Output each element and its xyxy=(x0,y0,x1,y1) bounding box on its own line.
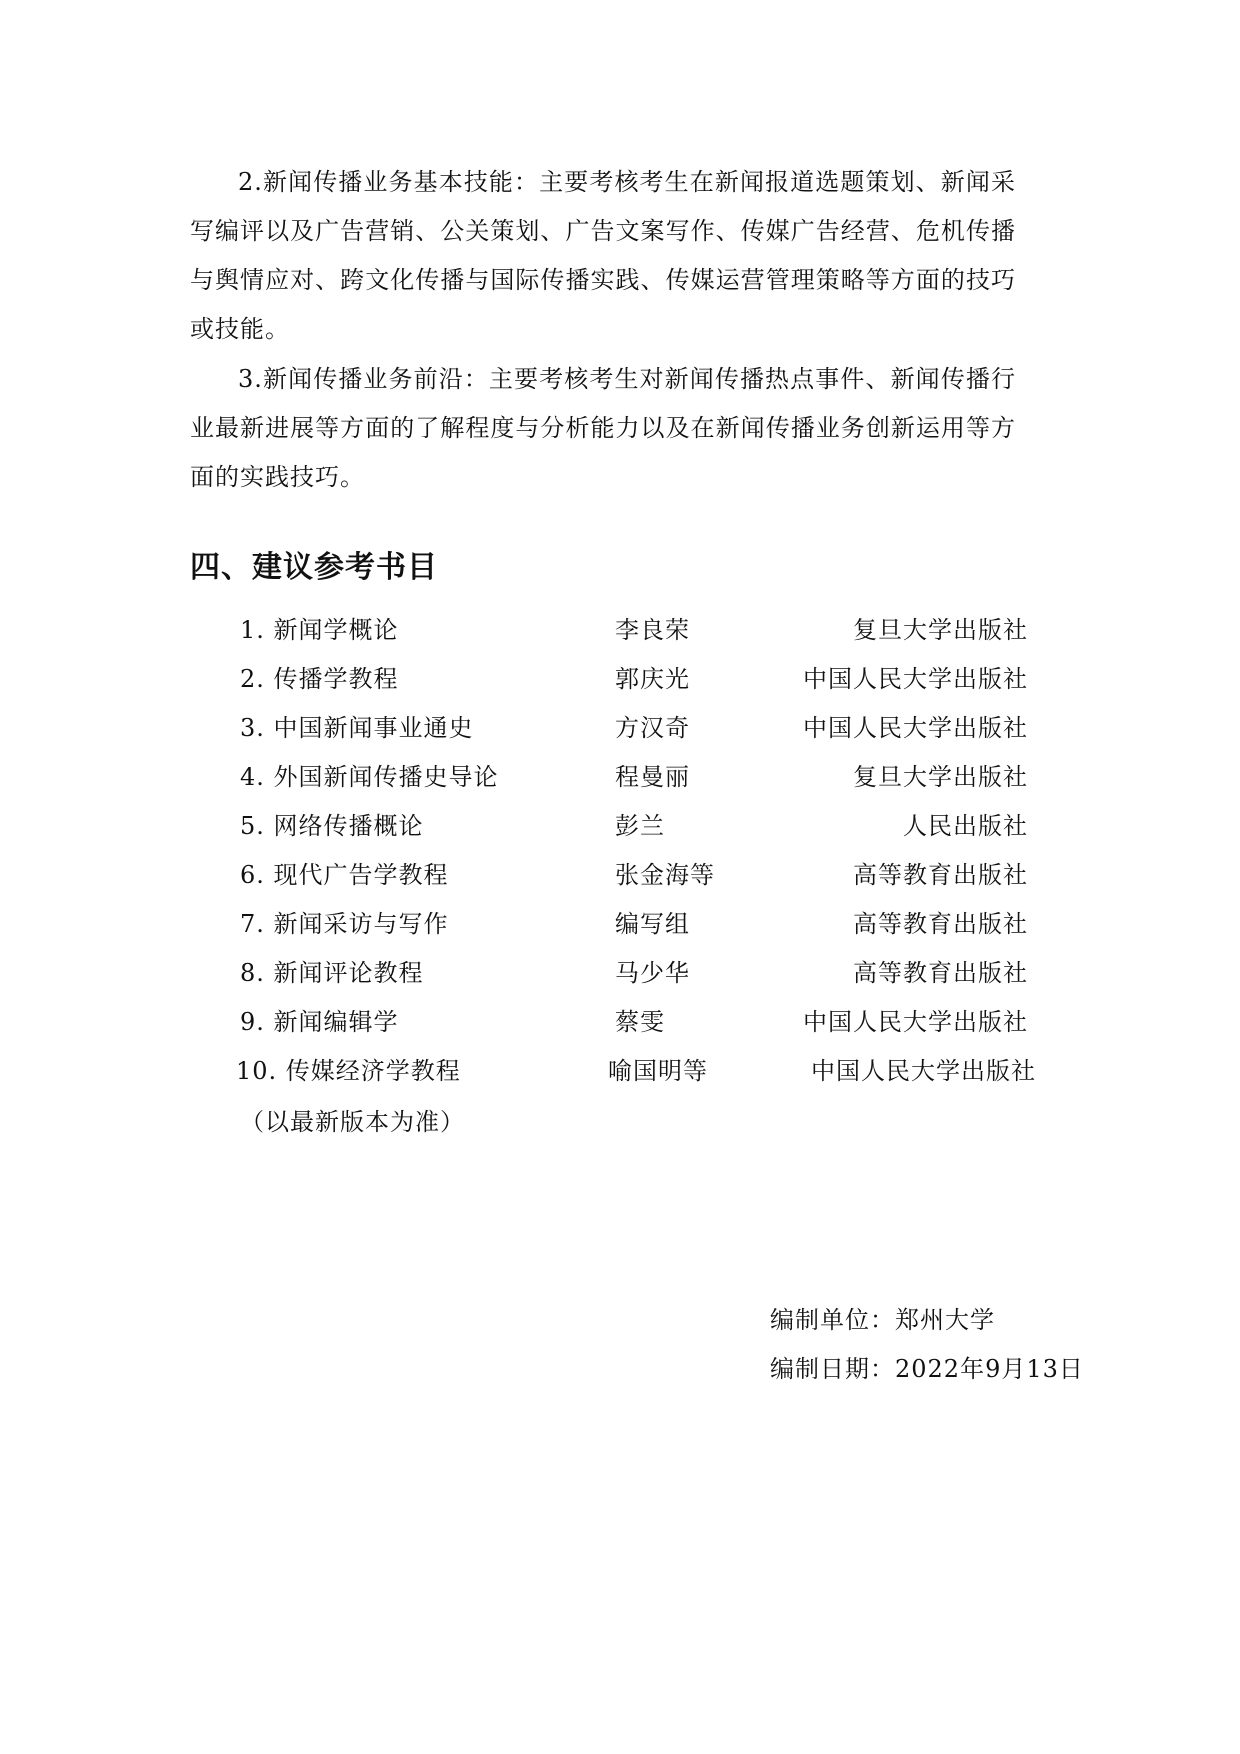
book-title: 5. 网络传播概论 xyxy=(240,812,424,840)
book-row xyxy=(0,710,1240,759)
book-title: 8. 新闻评论教程 xyxy=(240,959,424,987)
book-publisher: 中国人民大学出版社 xyxy=(811,1057,1036,1085)
book-author: 李良荣 xyxy=(615,616,690,644)
book-row xyxy=(0,612,1240,661)
book-author: 马少华 xyxy=(615,959,690,987)
book-author: 程曼丽 xyxy=(615,763,690,791)
book-title: 3. 中国新闻事业通史 xyxy=(240,714,474,742)
edition-note: （以最新版本为准） xyxy=(240,1108,465,1136)
book-row xyxy=(0,1053,1240,1102)
book-title: 9. 新闻编辑学 xyxy=(240,1008,399,1036)
compiling-date: 编制日期：2022年9月13日 xyxy=(770,1355,1084,1383)
book-publisher: 中国人民大学出版社 xyxy=(803,714,1028,742)
paragraph-business-frontier: 3.新闻传播业务前沿：主要考核考生对新闻传播热点事件、新闻传播行业最新进展等方面的了解程度与分析能力以及在新闻传播业务创新运用等方面的实践技巧。 xyxy=(190,365,1016,491)
book-author: 蔡雯 xyxy=(615,1008,665,1036)
section-heading-reference-books: 四、建议参考书目 xyxy=(190,550,438,585)
compiling-unit: 编制单位：郑州大学 xyxy=(770,1306,995,1334)
book-title: 7. 新闻采访与写作 xyxy=(240,910,449,938)
book-publisher: 高等教育出版社 xyxy=(853,910,1028,938)
book-title: 6. 现代广告学教程 xyxy=(240,861,449,889)
book-row xyxy=(0,1004,1240,1053)
book-row xyxy=(0,955,1240,1004)
book-title: 4. 外国新闻传播史导论 xyxy=(240,763,499,791)
book-author: 张金海等 xyxy=(615,861,715,889)
book-author: 彭兰 xyxy=(615,812,665,840)
book-publisher: 复旦大学出版社 xyxy=(853,763,1028,791)
book-publisher: 高等教育出版社 xyxy=(853,861,1028,889)
document-footer xyxy=(770,1296,1084,1394)
book-title: 10. 传媒经济学教程 xyxy=(236,1057,461,1085)
book-title: 2. 传播学教程 xyxy=(240,665,399,693)
book-row xyxy=(0,857,1240,906)
book-row xyxy=(0,661,1240,710)
book-author: 郭庆光 xyxy=(615,665,690,693)
book-author: 喻国明等 xyxy=(608,1057,708,1085)
book-author: 编写组 xyxy=(615,910,690,938)
book-author: 方汉奇 xyxy=(615,714,690,742)
book-publisher: 复旦大学出版社 xyxy=(853,616,1028,644)
book-publisher: 中国人民大学出版社 xyxy=(803,665,1028,693)
book-row xyxy=(0,759,1240,808)
paragraph-business-skills: 2.新闻传播业务基本技能：主要考核考生在新闻报道选题策划、新闻采写编评以及广告营销、公关策划、广告文案写作、传媒广告经营、危机传播与舆情应对、跨文化传播与国际传播实践、传媒运营管理策略等方面的技巧或技能。 xyxy=(190,168,1016,343)
book-row xyxy=(0,906,1240,955)
book-title: 1. 新闻学概论 xyxy=(240,616,399,644)
book-publisher: 中国人民大学出版社 xyxy=(803,1008,1028,1036)
book-publisher: 人民出版社 xyxy=(903,812,1028,840)
book-row xyxy=(0,808,1240,857)
book-publisher: 高等教育出版社 xyxy=(853,959,1028,987)
